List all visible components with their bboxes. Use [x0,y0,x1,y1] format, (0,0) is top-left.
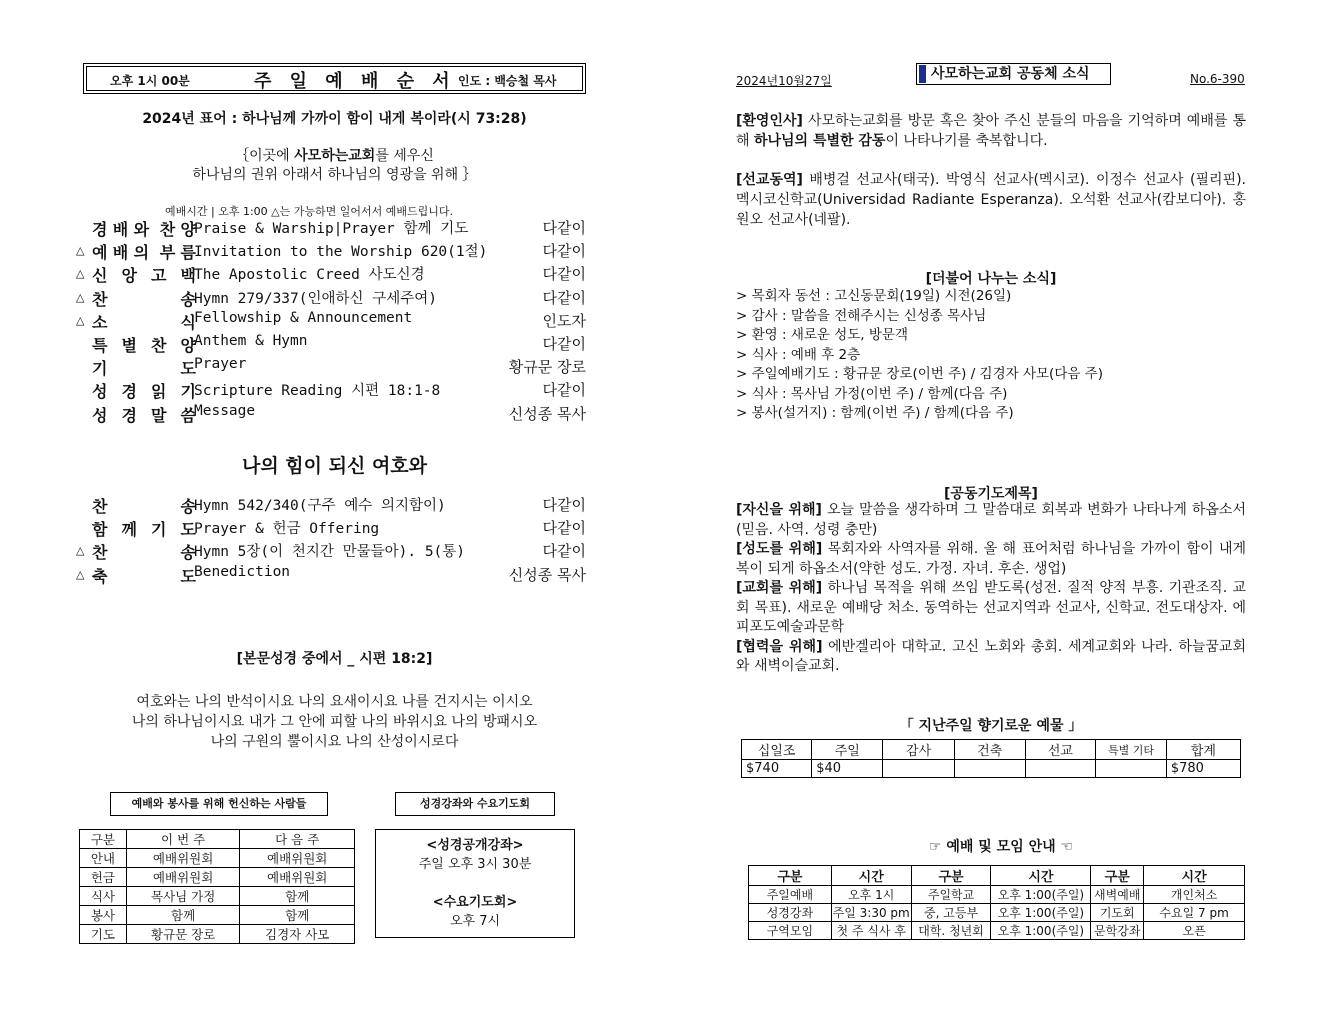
servants-table [79,829,355,944]
schedule-cell: 오후 1:00(주일) [991,904,1091,922]
order-item [76,240,586,263]
order-item-name-char: 경 [121,405,137,425]
order-item [76,564,586,587]
order-item-name-char: 배 [112,220,129,239]
table-row [749,904,1245,922]
schedule-cell: 첫 주 식사 후 [831,922,911,940]
news-item: > 식사 : 예배 후 2층 [736,346,861,363]
order-item-name-char: 도 [180,566,196,586]
schedule-header-cell: 구분 [749,866,832,886]
order-item-name [92,540,196,563]
scripture-title: [본문성경 중에서 _ 시편 18:2] [236,651,433,667]
servants-title: 예배와 봉사를 위해 헌신하는 사람들 [110,792,328,816]
table-row [80,868,355,887]
table-cell: 함께 [126,906,240,925]
order-item-name [92,287,196,310]
order-item [76,517,586,540]
order-item-name-char: 송 [180,289,196,309]
order-item-name-char: 름 [180,243,196,263]
sermon-title: 나의 힘이 되신 여호와 [241,455,428,477]
order-item-desc: Prayer & 헌금 Offering [194,521,380,538]
news-item: > 목회자 동선 : 고신동문회(19일) 시전(26일) [736,288,1012,304]
order-item [76,333,586,356]
order-item-leader: 신성종 목사 [508,404,586,423]
order-item-name-char: 배 [112,243,129,263]
table-cell: 김경자 사모 [240,925,355,944]
order-item-name-char: 축 [92,566,108,586]
offering-value-cell [954,760,1025,778]
table-row [80,906,355,925]
schedule-table [748,865,1245,940]
order-item-name-char: 경 [121,382,137,402]
schedule-header-cell: 시간 [991,866,1091,886]
stand-mark: △ [76,313,85,327]
prayer-item-text: 하나님 목적을 위해 쓰임 받도록(성전. 질적 양적 부흥. 기관조직. 교회 목표). 새로운 예배당 처소. 동역하는 선교지역과 선교사, 신학교. 전도대상자. 에피포도예술과문학 [736,580,1247,635]
order-item-desc: Hymn 5장(이 천지간 만물들아). 5(통) [194,544,466,561]
order-item-name [92,517,196,540]
prayer-item-text: 오늘 말씀을 생각하며 그 말씀대로 회복과 변화가 나타나게 하옵소서(믿음. 사역. 성령 충만) [736,502,1246,538]
order-item-leader: 황규문 장로 [508,358,586,377]
stand-mark: △ [76,290,85,304]
order-item-name [92,310,196,333]
order-item [76,494,586,517]
prayer-item-text: 목회자와 사역자를 위해. 올 해 표어처럼 하나님을 가까이 함이 내게 복이 되게 하옵소서(약한 성도. 가정. 자녀. 후손. 생업) [736,541,1246,577]
bulletin-date: 2024년10월27일 [736,74,832,88]
order-item-name [92,356,196,379]
news-title: [더불어 나누는 소식] [925,271,1057,287]
order-item-name-char: 읽 [151,382,167,402]
offering-value-cell [1025,760,1096,778]
offering-header-cell: 합계 [1166,740,1240,760]
table-row [80,887,355,906]
offering-value-cell: $40 [812,760,883,778]
order-item-name-char: 고 [151,266,167,286]
news-item: > 감사 : 말씀을 전해주시는 신성종 목사님 [736,307,987,324]
schedule-cell: 성경강좌 [749,904,832,922]
order-item-leader: 신성종 목사 [508,565,586,584]
news-item: > 봉사(설거지) : 함께(이번 주) / 함께(다음 주) [736,405,1014,421]
table-cell: 예배위원회 [126,868,240,887]
table-row [80,925,355,944]
order-item-leader: 다같이 [542,496,586,514]
order-item-leader: 다같이 [542,519,586,538]
prayer-item [736,579,1246,638]
stand-mark: △ [76,567,85,581]
table-cell: 함께 [240,887,355,906]
order-item-name-char: 송 [180,543,196,563]
order-item [76,356,586,379]
order-item-name-char: 찬 [92,543,108,563]
service-time: 오후 1시 00분 [110,74,190,88]
order-item-name [92,263,196,286]
prayer-list [736,501,1246,677]
bible-study-line-4: 오후 7시 [449,914,501,929]
order-item-name-char: 특 [92,336,108,355]
order-item-name-char: 함 [92,520,108,540]
order-item [76,310,586,333]
table-cell: 예배위원회 [126,849,240,868]
order-item-name-char: 앙 [121,266,137,286]
table-row [742,760,1241,778]
order-item-name [92,217,196,240]
table-row [742,740,1241,760]
schedule-cell: 오후 1시 [831,886,911,904]
bulletin-number: No.6-390 [1190,72,1245,86]
order-item-name-char: 신 [92,266,108,286]
table-cell: 봉사 [80,906,127,925]
order-item [76,287,586,310]
order-item-name [92,564,196,587]
news-item: > 식사 : 목사님 가정(이번 주) / 함께(다음 주) [736,385,1008,402]
offering-value-cell: $780 [1166,760,1240,778]
schedule-title: ☞ 예배 및 모임 안내 ☜ [928,839,1074,855]
table-cell: 헌금 [80,868,127,887]
news-item: > 환영 : 새로운 성도, 방문객 [736,327,909,343]
order-item [76,540,586,563]
order-item-desc: Invitation to the Worship 620(1절) [194,244,488,261]
order-item-name [92,379,196,402]
order-item-name-char: 찬 [159,220,176,239]
prayer-item-label: [교회를 위해] [736,580,823,596]
bible-study-line-1: <성경공개강좌> [426,838,524,853]
offering-value-cell: $740 [742,760,812,778]
offering-header-cell: 건축 [954,740,1025,760]
offering-header-cell: 선교 [1025,740,1096,760]
table-cell: 예배위원회 [240,868,355,887]
verse-line-2: 나의 하나님이시요 내가 그 안에 피할 나의 바위시요 나의 방패시오 [131,714,538,730]
prayer-item-text: 에반겔리아 대학교. 고신 노회와 총회. 세계교회와 나라. 하늘꿈교회와 새벽이슬교회. [736,638,1246,674]
worship-note: 예배시간 | 오후 1:00 △는 가능하면 일어서서 예배드립니다. [165,205,453,218]
schedule-cell: 오픈 [1144,922,1245,940]
order-item-name-char: 도 [180,359,196,379]
order-item-name-char: 경 [92,220,108,239]
order-item-desc: The Apostolic Creed 사도신경 [194,267,425,284]
prayer-item [736,540,1246,579]
order-item-name-char: 별 [121,336,137,355]
order-item-name-char: 찬 [92,497,108,516]
order-item-leader: 다같이 [542,542,586,561]
order-item-name [92,403,196,426]
order-item-desc: Scripture Reading 시편 18:1-8 [194,383,441,400]
order-item-name-char: 와 [133,220,150,239]
order-item [76,217,586,240]
order-item-leader: 인도자 [542,311,586,330]
order-item-name-char: 식 [180,312,196,332]
bible-study-box [375,829,575,938]
schedule-cell: 오후 1:00(주일) [991,922,1091,940]
table-cell: 기도 [80,925,127,944]
order-item-name-char: 기 [151,520,167,540]
order-item-desc: Hymn 279/337(인애하신 구세주여) [194,290,438,307]
order-item-leader: 다같이 [542,288,586,307]
order-item-leader: 다같이 [542,219,586,237]
order-item-name-char: 의 [133,243,150,263]
schedule-cell: 문학강좌 [1091,922,1144,940]
schedule-header-cell: 시간 [1144,866,1245,886]
order-item-name-char: 소 [92,312,108,332]
stand-mark: △ [76,267,85,281]
schedule-cell: 오후 1:00(주일) [991,886,1091,904]
order-item-name-char: 찬 [151,336,167,355]
dedication-line-1: ｛이곳에 사모하는교회를 세우신 [235,148,434,164]
table-row: 구분 이 번 주 다 음 주 [80,830,355,849]
order-item-name [92,240,196,263]
verse-line-1: 여호와는 나의 반석이시요 나의 요새이시요 나를 건지시는 이시오 [136,694,533,710]
year-motto: 2024년 표어 : 하나님께 가까이 함이 내게 복이라(시 73:28) [142,111,527,127]
order-item-name-char: 예 [92,243,108,263]
community-news-title: 사모하는교회 공동체 소식 [916,63,1111,85]
schedule-header-cell: 구분 [1091,866,1144,886]
order-item-desc: Benediction [194,563,291,580]
page-title: 주 일 예 배 순 서 [254,71,456,92]
order-item-desc: Message [194,402,256,419]
order-item-name-char: 양 [180,220,196,239]
bible-study-line-2: 주일 오후 3시 30분 [418,857,532,872]
bible-study-line-3: <수요기도회> [432,895,518,910]
order-item-name-char: 양 [180,336,196,355]
table-cell: 식사 [80,887,127,906]
order-item-name-char: 께 [121,520,137,540]
order-item [76,263,586,286]
news-list [736,287,1103,424]
order-item-name-char: 기 [180,382,196,402]
offering-value-cell [1096,760,1167,778]
prayer-item-label: [성도를 위해] [736,541,823,557]
order-item-leader: 다같이 [542,381,586,400]
order-item-name-char: 기 [92,359,108,379]
order-item [76,379,586,402]
dedication-line-2: 하나님의 권위 아래서 하나님의 영광을 위해 ｝ [192,167,477,183]
offering-value-cell [883,760,955,778]
mission-paragraph: [선교동역] 배병걸 선교사(태국). 박영식 선교사(멕시코). 이정수 선교사 (필리핀). 멕시코신학교(Universidad Radiante Esperanza). 오석환 선교사(캄보디아). 홍원오 선교사(네팔). [736,172,1246,228]
offering-header-cell: 특별 기타 [1096,740,1167,760]
stand-mark: △ [76,244,85,258]
schedule-header-cell: 구분 [911,866,991,886]
schedule-cell: 새벽예배 [1091,886,1144,904]
order-item-name-char: 송 [180,497,196,516]
order-item-desc: Anthem & Hymn [194,333,308,349]
schedule-cell: 중, 고등부 [911,904,991,922]
order-item [76,403,586,426]
service-leader: 인도 : 백승철 목사 [458,74,557,88]
order-item-name-char: 씀 [180,405,196,425]
schedule-cell: 주일 3:30 pm [831,904,911,922]
prayer-title: [공동기도제목] [944,486,1038,502]
table-row [749,886,1245,904]
schedule-header-cell: 시간 [831,866,911,886]
prayer-item [736,501,1246,540]
order-item-name [92,494,196,517]
table-cell: 함께 [240,906,355,925]
table-cell: 황규문 장로 [126,925,240,944]
order-item-name [92,333,196,356]
order-item-desc: Praise & Warship|Prayer 함께 기도 [194,221,469,237]
verse-line-3: 나의 구원의 뿔이시요 나의 산성이시로다 [210,734,459,750]
welcome-paragraph: [환영인사] 사모하는교회를 방문 혹은 찾아 주신 분들의 마음을 기억하며 예배를 통해 하나님의 특별한 감동이 나타나기를 축복합니다. [736,113,1246,149]
table-row [749,922,1245,940]
title-bar [919,65,926,83]
schedule-cell: 구역모임 [749,922,832,940]
offering-table [741,739,1241,778]
prayer-item-label: [협력을 위해] [736,638,823,655]
schedule-cell: 주일학교 [911,886,991,904]
order-item-desc: Hymn 542/340(구주 예수 의지함이) [194,498,446,514]
order-item-name-char: 말 [151,405,167,425]
order-item-name-char: 성 [92,382,108,402]
news-item: > 주일예배기도 : 황규문 장로(이번 주) / 김경자 사모(다음 주) [736,366,1103,382]
offering-header-cell: 감사 [883,740,955,760]
order-header-box [83,63,586,94]
offering-header-cell: 십일조 [742,740,812,760]
prayer-item-label: [자신을 위해] [736,502,822,518]
schedule-cell: 개인처소 [1144,886,1245,904]
table-row [80,849,355,868]
schedule-cell: 주일예배 [749,886,832,904]
order-item-name-char: 성 [92,405,108,425]
order-item-name-char: 도 [180,520,196,540]
table-cell: 목사님 가정 [126,887,240,906]
order-item-name-char: 부 [159,243,176,263]
order-item-name-char: 백 [180,266,196,286]
bible-study-title: 성경강좌와 수요기도회 [395,792,555,816]
offering-header-cell: 주일 [812,740,883,760]
stand-mark: △ [76,544,85,558]
order-item-name-char: 찬 [92,289,108,309]
order-item-leader: 다같이 [542,242,586,261]
schedule-cell: 대학. 청년회 [911,922,991,940]
order-item-desc: Fellowship & Announcement [194,309,413,326]
order-item-leader: 다같이 [542,335,586,353]
order-item-leader: 다같이 [542,265,586,284]
table-row [749,866,1245,886]
table-cell: 예배위원회 [240,849,355,868]
schedule-cell: 수요일 7 pm [1144,904,1245,922]
prayer-item [736,638,1246,677]
order-item-desc: Prayer [194,356,247,373]
schedule-cell: 기도회 [1091,904,1144,922]
offering-title: 「 지난주일 향기로운 예물 」 [899,718,1083,734]
table-cell: 안내 [80,849,127,868]
